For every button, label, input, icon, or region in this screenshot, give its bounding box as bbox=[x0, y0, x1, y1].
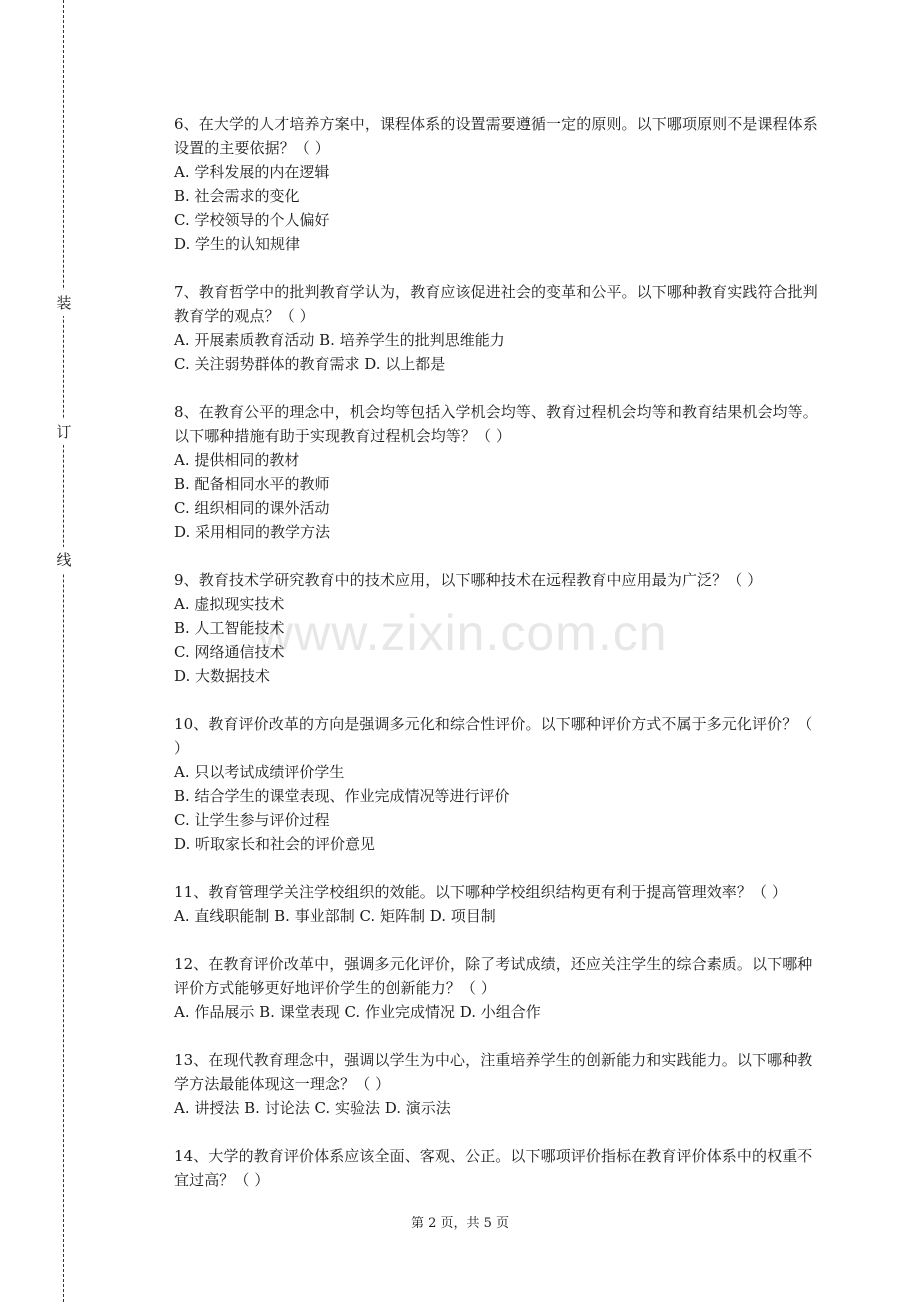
question-stem: 14、大学的教育评价体系应该全面、客观、公正。以下哪项评价指标在教育评价体系中的权重不宜过高？（ ） bbox=[174, 1147, 813, 1189]
question-stem: 6、在大学的人才培养方案中，课程体系的设置需要遵循一定的原则。以下哪项原则不是课程体系设置的主要依据？（ ） bbox=[174, 115, 818, 157]
option-c: C. 网络通信技术 bbox=[174, 643, 285, 661]
option-line: A. 作品展示 B. 课堂表现 C. 作业完成情况 D. 小组合作 bbox=[174, 1003, 541, 1021]
option-a: A. 只以考试成绩评价学生 bbox=[174, 763, 345, 781]
question-stem: 12、在教育评价改革中，强调多元化评价，除了考试成绩，还应关注学生的综合素质。以下哪种评价方式能够更好地评价学生的创新能力？（ ） bbox=[174, 955, 813, 997]
question-stem: 8、在教育公平的理念中，机会均等包括入学机会均等、教育过程机会均等和教育结果机会均等。以下哪种措施有助于实现教育过程机会均等？（ ） bbox=[174, 403, 818, 445]
option-d: D. 大数据技术 bbox=[174, 667, 271, 685]
option-a: A. 学科发展的内在逻辑 bbox=[174, 163, 330, 181]
option-b: B. 配备相同水平的教师 bbox=[174, 475, 330, 493]
option-d: D. 听取家长和社会的评价意见 bbox=[174, 835, 376, 853]
question-7 bbox=[174, 280, 822, 376]
question-13 bbox=[174, 1048, 822, 1120]
option-line-2: C. 关注弱势群体的教育需求 D. 以上都是 bbox=[174, 355, 446, 373]
question-10 bbox=[174, 712, 822, 856]
binding-char-zhuang: 装 bbox=[54, 290, 74, 316]
option-b: B. 人工智能技术 bbox=[174, 619, 285, 637]
binding-char-xian: 线 bbox=[54, 547, 74, 573]
question-stem: 7、教育哲学中的批判教育学认为，教育应该促进社会的变革和公平。以下哪种教育实践符合批判教育学的观点？（ ） bbox=[174, 283, 818, 325]
option-c: C. 让学生参与评价过程 bbox=[174, 811, 330, 829]
option-c: C. 学校领导的个人偏好 bbox=[174, 211, 330, 229]
question-stem: 13、在现代教育理念中，强调以学生为中心，注重培养学生的创新能力和实践能力。以下哪种教学方法最能体现这一理念？（ ） bbox=[174, 1051, 813, 1093]
watermark: www.zixin.com.cn bbox=[257, 605, 668, 661]
binding-dashed-line bbox=[63, 0, 64, 1302]
option-line: A. 直线职能制 B. 事业部制 C. 矩阵制 D. 项目制 bbox=[174, 907, 496, 925]
question-11 bbox=[174, 880, 822, 928]
page-number: 第 2 页，共 5 页 bbox=[410, 1216, 510, 1231]
question-14 bbox=[174, 1144, 822, 1192]
question-6 bbox=[174, 112, 822, 256]
question-12 bbox=[174, 952, 822, 1024]
option-a: A. 虚拟现实技术 bbox=[174, 595, 285, 613]
option-a: A. 提供相同的教材 bbox=[174, 451, 300, 469]
option-c: C. 组织相同的课外活动 bbox=[174, 499, 330, 517]
option-d: D. 采用相同的教学方法 bbox=[174, 523, 331, 541]
question-list bbox=[174, 112, 822, 1216]
option-line: A. 讲授法 B. 讨论法 C. 实验法 D. 演示法 bbox=[174, 1099, 451, 1117]
question-stem: 11、教育管理学关注学校组织的效能。以下哪种学校组织结构更有利于提高管理效率？（ ） bbox=[174, 883, 788, 901]
question-stem: 10、教育评价改革的方向是强调多元化和综合性评价。以下哪种评价方式不属于多元化评价？（ ） bbox=[174, 715, 813, 757]
option-line-1: A. 开展素质教育活动 B. 培养学生的批判思维能力 bbox=[174, 331, 505, 349]
option-b: B. 社会需求的变化 bbox=[174, 187, 300, 205]
option-b: B. 结合学生的课堂表现、作业完成情况等进行评价 bbox=[174, 787, 510, 805]
question-stem: 9、教育技术学研究教育中的技术应用，以下哪种技术在远程教育中应用最为广泛？（ ） bbox=[174, 571, 763, 589]
question-8 bbox=[174, 400, 822, 544]
option-d: D. 学生的认知规律 bbox=[174, 235, 301, 253]
binding-char-ding: 订 bbox=[54, 419, 74, 445]
